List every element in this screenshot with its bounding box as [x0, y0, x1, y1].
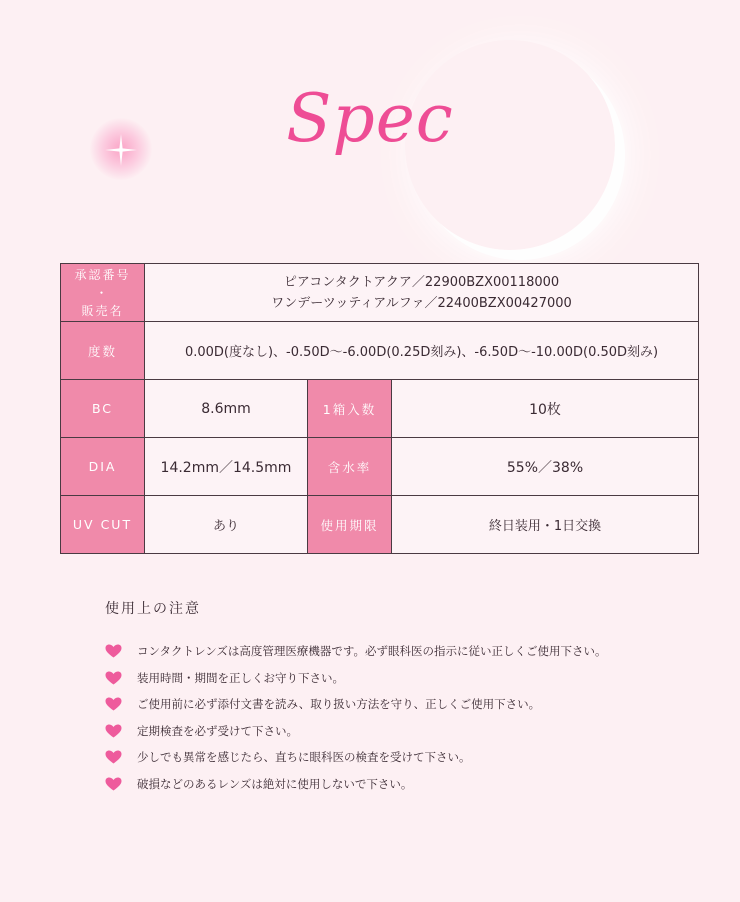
- water-content-value: 55%／38%: [392, 438, 699, 496]
- heart-icon: [105, 750, 122, 764]
- dia-value: 14.2mm／14.5mm: [145, 438, 308, 496]
- bc-label: BC: [61, 380, 145, 438]
- list-item: [105, 638, 606, 665]
- notes-list: [105, 638, 606, 797]
- list-item: [105, 771, 606, 798]
- note-text: 破損などのあるレンズは絶対に使用しないで下さい。: [137, 776, 413, 791]
- spec-row-uv: [61, 496, 699, 554]
- dia-label: DIA: [61, 438, 145, 496]
- list-item: [105, 744, 606, 771]
- list-item: [105, 718, 606, 745]
- approval-line: ワンデーツッティアルファ／22400BZX00427000: [271, 295, 572, 311]
- heart-icon: [105, 671, 122, 685]
- approval-line: ピアコンタクトアクア／22900BZX00118000: [283, 274, 560, 290]
- spec-row-power: [61, 322, 699, 380]
- note-text: 定期検査を必ず受けて下さい。: [137, 723, 298, 738]
- spec-table: [60, 263, 699, 554]
- list-item: [105, 691, 606, 718]
- box-count-label: 1箱入数: [308, 380, 392, 438]
- note-text: ご使用前に必ず添付文書を読み、取り扱い方法を守り、正しくご使用下さい。: [137, 697, 541, 712]
- bc-value: 8.6mm: [145, 380, 308, 438]
- note-text: 装用時間・期間を正しくお守り下さい。: [137, 670, 344, 685]
- usage-period-value: 終日装用・1日交換: [392, 496, 699, 554]
- power-label: 度数: [61, 322, 145, 380]
- spec-row-bc: [61, 380, 699, 438]
- heart-icon: [105, 777, 122, 791]
- note-text: コンタクトレンズは高度管理医療機器です。必ず眼科医の指示に従い正しくご使用下さい。: [137, 644, 607, 659]
- box-count-value: 10枚: [392, 380, 699, 438]
- uv-cut-value: あり: [145, 496, 308, 554]
- notes-title: 使用上の注意: [105, 601, 201, 617]
- approval-label: 承認番号 ・ 販売名: [61, 264, 145, 322]
- note-text: 少しでも異常を感じたら、直ちに眼科医の検査を受けて下さい。: [137, 750, 471, 765]
- approval-value: [145, 264, 699, 322]
- spec-row-approval: [61, 264, 699, 322]
- usage-period-label: 使用期限: [308, 496, 392, 554]
- page-title: Spec: [286, 80, 454, 157]
- spec-row-dia: [61, 438, 699, 496]
- usage-notes: [105, 598, 606, 797]
- heart-icon: [105, 724, 122, 738]
- heart-icon: [105, 644, 122, 658]
- uv-cut-label: UV CUT: [61, 496, 145, 554]
- heart-icon: [105, 697, 122, 711]
- power-value: 0.00D(度なし)、-0.50D～-6.00D(0.25D刻み)、-6.50D～-10.00D(0.50D刻み): [145, 322, 699, 380]
- water-content-label: 含水率: [308, 438, 392, 496]
- list-item: [105, 665, 606, 692]
